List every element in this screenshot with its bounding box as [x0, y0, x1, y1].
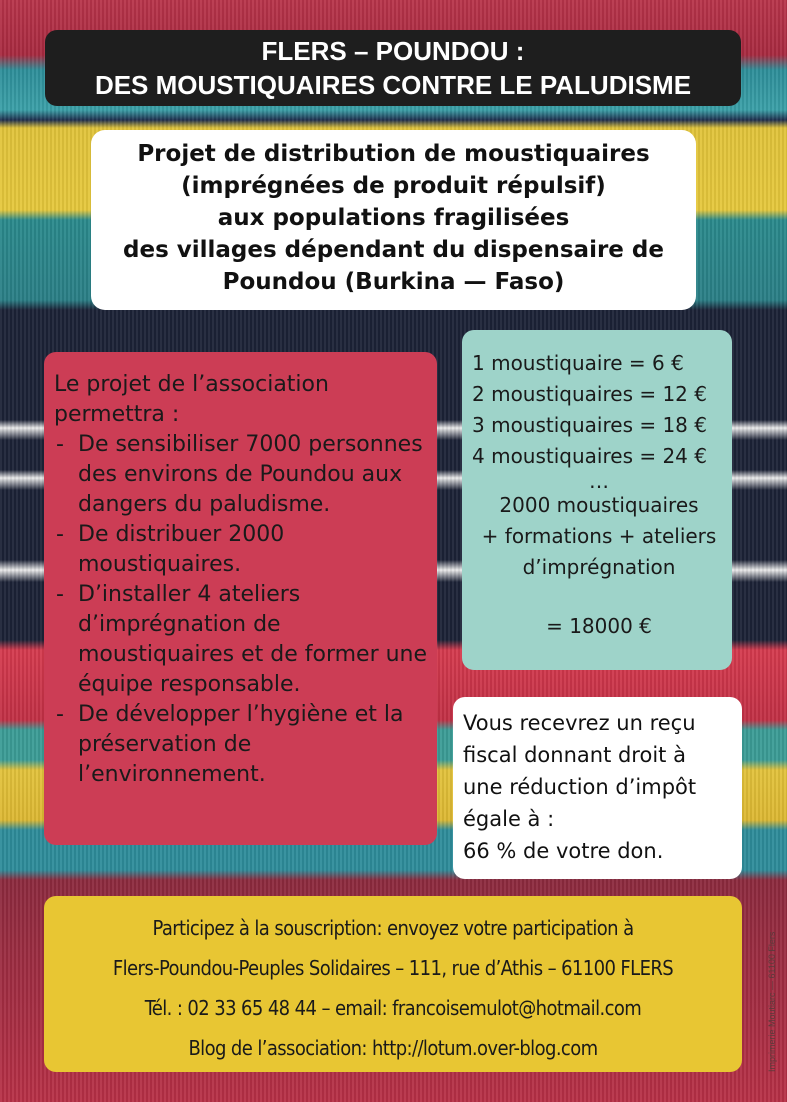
title-line-1: FLERS – POUNDOU :: [261, 36, 525, 66]
printer-credit: Imprimerie Moutiarc — 61100 Flers: [767, 931, 777, 1072]
price-line: 2 moustiquaires = 12 €: [472, 382, 707, 406]
title-banner: [45, 30, 741, 106]
project-heading: Le projet de l’association permettra :: [54, 372, 329, 427]
total-amount: = 18000 €: [546, 614, 652, 638]
intro-line: aux populations fragilisées: [217, 205, 570, 231]
receipt-line: fiscal donnant droit à: [463, 743, 686, 767]
receipt-line: une réduction d’impôt: [463, 775, 697, 799]
receipt-line: égale à :: [463, 807, 555, 831]
receipt-line: 66 % de votre don.: [463, 839, 664, 863]
project-item: - De sensibiliser 7000 personnes des environs de Poundou aux dangers du paludisme.: [54, 430, 429, 520]
project-list: [54, 430, 429, 790]
project-item: - De développer l’hygiène et la préservation de l’environnement.: [54, 700, 429, 790]
pricing-box: [462, 330, 732, 670]
footer-contact[interactable]: Tél. : 02 33 65 48 44 – email: francoisemulot@hotmail.com: [144, 996, 642, 1020]
tax-receipt-box: [453, 697, 742, 879]
title-line-2: DES MOUSTIQUAIRES CONTRE LE PALUDISME: [94, 70, 692, 100]
price-ellipsis: …: [589, 469, 609, 493]
footer-blog-link[interactable]: Blog de l’association: http://lotum.over-blog.com: [188, 1036, 598, 1060]
contact-footer: [44, 896, 742, 1072]
intro-line: des villages dépendant du dispensaire de: [123, 237, 664, 263]
total-line: d’imprégnation: [522, 555, 676, 579]
price-line: 3 moustiquaires = 18 €: [472, 413, 707, 437]
project-item: - D’installer 4 ateliers d’imprégnation de moustiquaires et de former une équipe responsable.: [54, 580, 429, 700]
total-line: 2000 moustiquaires: [499, 493, 699, 517]
total-line: + formations + ateliers: [481, 524, 717, 548]
project-item: - De distribuer 2000 moustiquaires.: [54, 520, 429, 580]
intro-line: Projet de distribution de moustiquaires: [137, 141, 650, 167]
footer-line: Participez à la souscription: envoyez votre participation à: [152, 916, 634, 940]
footer-address: Flers-Poundou-Peuples Solidaires – 111, rue d’Athis – 61100 FLERS: [112, 956, 674, 980]
intro-line: (imprégnées de produit répulsif): [181, 173, 606, 199]
receipt-line: Vous recevrez un reçu: [463, 711, 696, 735]
price-line: 4 moustiquaires = 24 €: [472, 444, 707, 468]
project-box: [44, 352, 437, 845]
intro-box: [91, 130, 696, 310]
price-line: 1 moustiquaire = 6 €: [472, 351, 684, 375]
intro-line: Poundou (Burkina — Faso): [222, 269, 565, 295]
